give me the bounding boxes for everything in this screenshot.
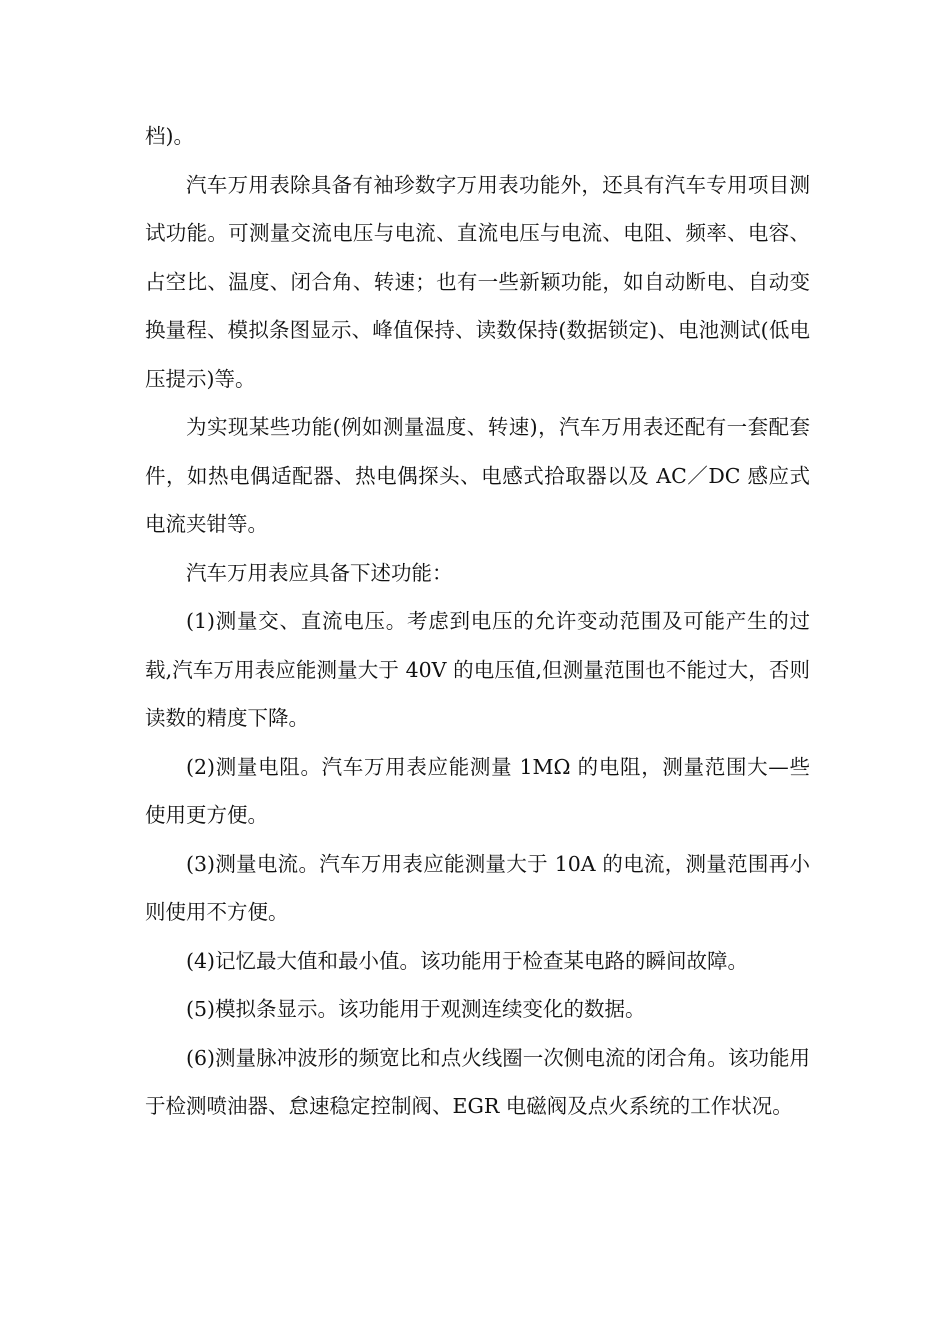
paragraph-multimeter-overview: 汽车万用表除具备有袖珍数字万用表功能外，还具有汽车专用项目测试功能。可测量交流电压与电流、直流电压与电流、电阻、频率、电容、占空比、温度、闭合角、转速；也有一些新颖功能，如自动断电、自动变换量程、模拟条图显示、峰值保持、读数保持(数据锁定)、电池测试(低电压提示)等。 (145, 172, 810, 391)
document-body (145, 112, 810, 1131)
list-item-resistance: (2)测量电阻。汽车万用表应能测量 1MΩ 的电阻，测量范围大—些使用更方便。 (145, 754, 810, 827)
paragraph-continuation: 档)。 (145, 124, 194, 148)
list-item-min-max-memory: (4)记忆最大值和最小值。该功能用于检查某电路的瞬间故障。 (186, 948, 749, 973)
paragraph-functions-intro: 汽车万用表应具备下述功能： (186, 560, 453, 585)
list-item-pulse-waveform: (6)测量脉冲波形的频宽比和点火线圈一次侧电流的闭合角。该功能用于检测喷油器、怠速稳定控制阀、EGR 电磁阀及点火系统的工作状况。 (145, 1045, 810, 1118)
paragraph-accessories: 为实现某些功能(例如测量温度、转速)，汽车万用表还配有一套配套件，如热电偶适配器、热电偶探头、电感式拾取器以及 AC／DC 感应式电流夹钳等。 (145, 415, 810, 536)
list-item-voltage: (1)测量交、直流电压。考虑到电压的允许变动范围及可能产生的过载,汽车万用表应能测量大于 40V 的电压值,但测量范围也不能过大，否则读数的精度下降。 (145, 609, 810, 730)
list-item-analog-bar: (5)模拟条显示。该功能用于观测连续变化的数据。 (186, 997, 646, 1021)
list-item-current: (3)测量电流。汽车万用表应能测量大于 10A 的电流，测量范围再小则使用不方便。 (145, 851, 810, 924)
